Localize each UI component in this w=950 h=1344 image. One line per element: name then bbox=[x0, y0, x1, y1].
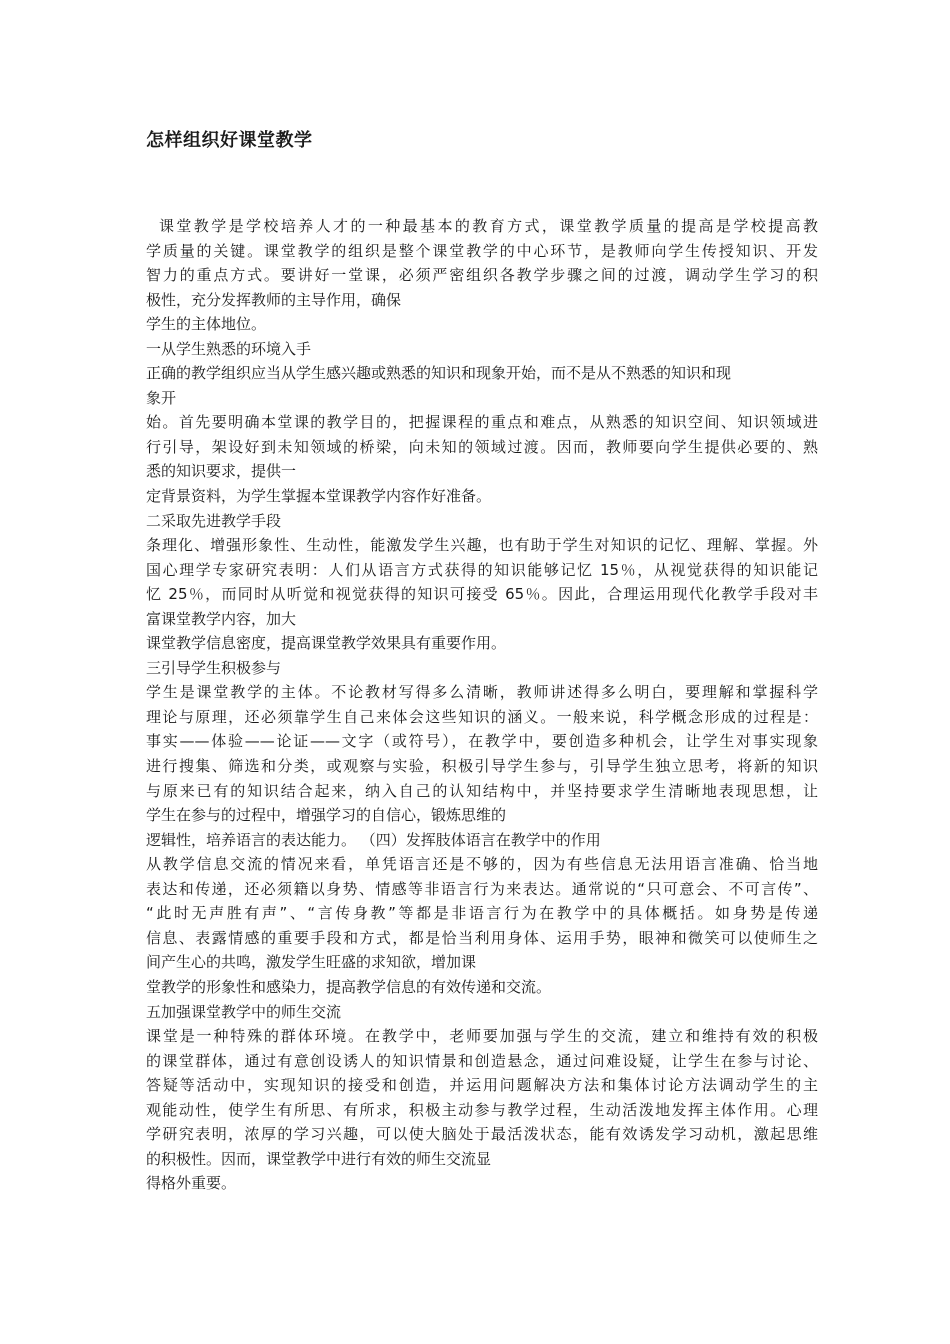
text-line: 理论与原理，还必须靠学生自己来体会这些知识的涵义。一般来说，科学概念形成的过程是： bbox=[146, 707, 818, 726]
section-heading: 五加强课堂教学中的师生交流 bbox=[146, 1002, 342, 1021]
document-body bbox=[146, 214, 818, 1196]
text-line: 观能动性，使学生有所思、有所求，积极主动参与教学过程，生动活泼地发挥主体作用。心理 bbox=[146, 1100, 818, 1119]
section-heading: 三引导学生积极参与 bbox=[146, 658, 282, 677]
text-line: 得格外重要。 bbox=[146, 1174, 237, 1193]
text-line: 忆 25％，而同时从听觉和视觉获得的知识可接受 65％。因此，合理运用现代化教学手段对丰 bbox=[146, 585, 818, 604]
text-line: 正确的教学组织应当从学生感兴趣或熟悉的知识和现象开始，而不是从不熟悉的知识和现 bbox=[146, 364, 732, 383]
document-title: 怎样组织好课堂教学 bbox=[146, 130, 313, 151]
text-line: 始。首先要明确本堂课的教学目的，把握课程的重点和难点，从熟悉的知识空间、知识领域进 bbox=[146, 413, 818, 432]
text-line: 的课堂群体，通过有意创设诱人的知识情景和创造悬念，通过问难设疑，让学生在参与讨论、 bbox=[146, 1051, 818, 1070]
text-line: 象开 bbox=[146, 388, 177, 407]
text-line: 智力的重点方式。要讲好一堂课，必须严密组织各教学步骤之间的过渡，调动学生学习的积 bbox=[146, 266, 818, 285]
text-line: 间产生心的共鸣，激发学生旺盛的求知欲，增加课 bbox=[146, 953, 477, 972]
text-line: 堂教学的形象性和感染力，提高教学信息的有效传递和交流。 bbox=[146, 977, 552, 996]
text-line: 富课堂教学内容，加大 bbox=[146, 609, 297, 628]
text-line: 学研究表明，浓厚的学习兴趣，可以使大脑处于最活泼状态，能有效诱发学习动机，激起思维 bbox=[146, 1125, 818, 1144]
text-line: 课堂教学信息密度，提高课堂教学效果具有重要作用。 bbox=[146, 634, 507, 653]
text-line: 事实——体验——论证——文字（或符号），在教学中，要创造多种机会，让学生对事实现象 bbox=[146, 732, 818, 751]
text-line: 定背景资料，为学生掌握本堂课教学内容作好准备。 bbox=[146, 487, 492, 506]
section-heading: 二采取先进教学手段 bbox=[146, 511, 282, 530]
text-line: “此时无声胜有声”、“言传身教”等都是非语言行为在教学中的具体概括。如身势是传递 bbox=[146, 904, 818, 923]
text-line: 从教学信息交流的情况来看，单凭语言还是不够的，因为有些信息无法用语言准确、恰当地 bbox=[146, 855, 818, 874]
text-line: 国心理学专家研究表明：人们从语言方式获得的知识能够记忆 15％，从视觉获得的知识能记 bbox=[146, 560, 818, 579]
text-line: 学质量的关键。课堂教学的组织是整个课堂教学的中心环节，是教师向学生传授知识、开发 bbox=[146, 241, 818, 260]
text-line: 信息、表露情感的重要手段和方式，都是恰当利用身体、运用手势，眼神和微笑可以使师生之 bbox=[146, 928, 818, 947]
text-line: 极性，充分发挥教师的主导作用，确保 bbox=[146, 290, 402, 309]
text-line: 悉的知识要求，提供一 bbox=[146, 462, 297, 481]
text-line: 逻辑性，培养语言的表达能力。 （四）发挥肢体语言在教学中的作用 bbox=[146, 830, 601, 849]
text-line: 进行搜集、筛选和分类，或观察与实验，积极引导学生参与，引导学生独立思考，将新的知识 bbox=[146, 757, 818, 776]
text-line: 课堂教学是学校培养人才的一种最基本的教育方式，课堂教学质量的提高是学校提高教 bbox=[159, 217, 818, 235]
section-heading: 一从学生熟悉的环境入手 bbox=[146, 339, 312, 358]
text-line: 表达和传递，还必须籍以身势、情感等非语言行为来表达。通常说的“只可意会、不可言传”、 bbox=[146, 879, 818, 898]
text-line: 的积极性。因而，课堂教学中进行有效的师生交流显 bbox=[146, 1149, 492, 1168]
text-line: 学生在参与的过程中，增强学习的自信心，锻炼思维的 bbox=[146, 806, 507, 825]
text-line: 学生的主体地位。 bbox=[146, 315, 267, 334]
text-line: 课堂是一种特殊的群体环境。在教学中，老师要加强与学生的交流，建立和维持有效的积极 bbox=[146, 1027, 818, 1046]
text-line: 学生是课堂教学的主体。不论教材写得多么清晰，教师讲述得多么明白，要理解和掌握科学 bbox=[146, 683, 818, 702]
text-line: 与原来已有的知识结合起来，纳入自己的认知结构中，并坚持要求学生清晰地表现思想，让 bbox=[146, 781, 818, 800]
text-line: 行引导，架设好到未知领域的桥梁，向未知的领域过渡。因而，教师要向学生提供必要的、熟 bbox=[146, 437, 818, 456]
text-line: 条理化、增强形象性、生动性，能激发学生兴趣，也有助于学生对知识的记忆、理解、掌握。外 bbox=[146, 536, 818, 555]
text-line: 答疑等活动中，实现知识的接受和创造，并运用问题解决方法和集体讨论方法调动学生的主 bbox=[146, 1076, 818, 1095]
